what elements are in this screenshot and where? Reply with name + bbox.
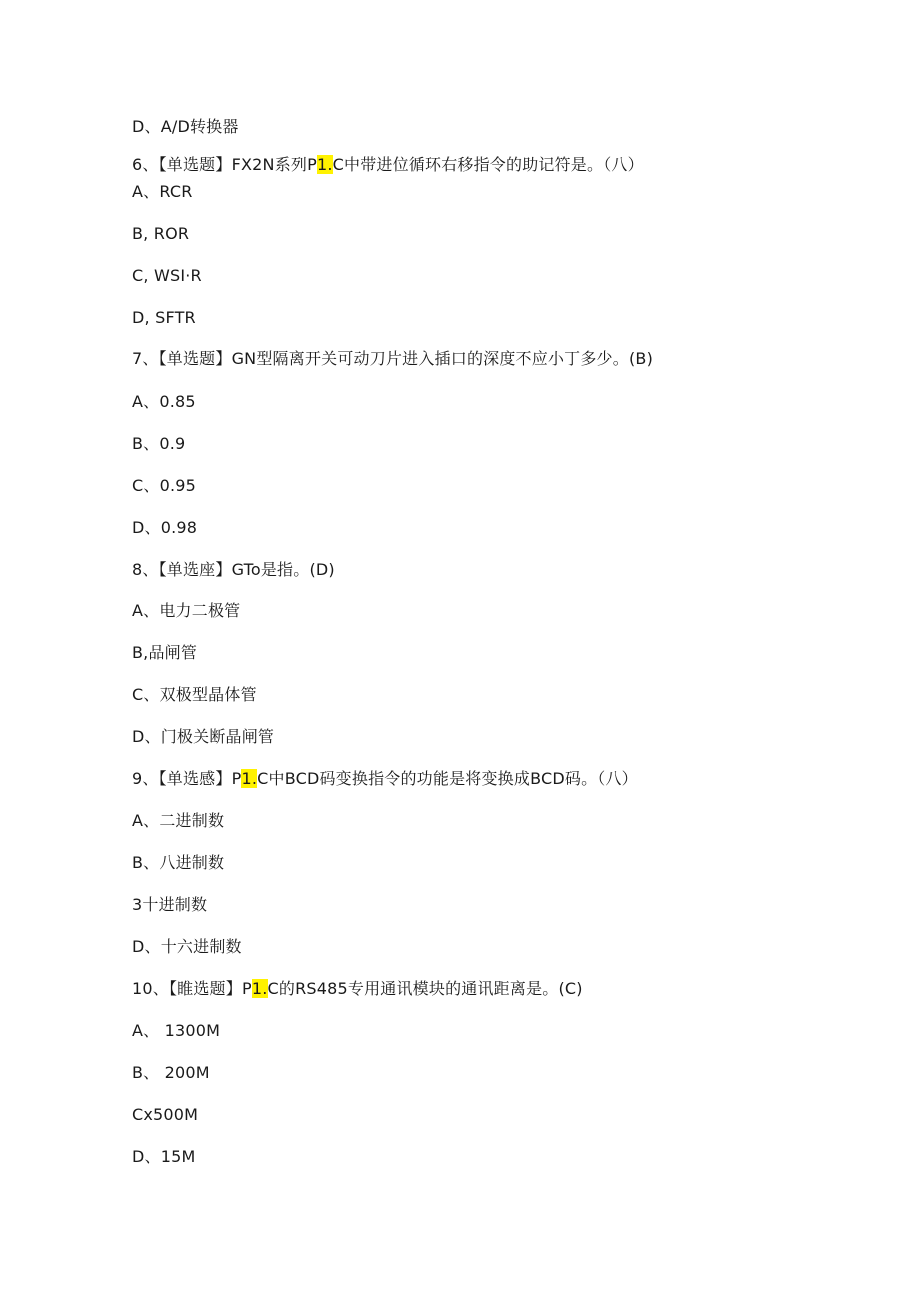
question-9-prefix: 9、【单选感】 [132,769,232,788]
option-d-q5: D、A/D转换器 [132,117,239,136]
question-10 [132,978,583,1000]
option-b-q10: B、 200M [132,1063,210,1082]
plc-letter-p: P [231,769,242,788]
question-8: 8、【单选座】GTo是指。(D) [132,560,335,579]
option-b-q9: B、八进制数 [132,853,225,872]
question-7: 7、【单选题】GN型隔离开关可动刀片进入插口的深度不应小丁多少。(B) [132,349,654,368]
option-a-q8: A、电力二极管 [132,601,241,620]
option-c-q9: 3十进制数 [132,895,208,914]
option-d-q8: D、门极关断晶闸管 [132,727,275,746]
option-d-q10: D、15M [132,1147,196,1166]
question-10-prefix: 10、【睢选题】 [132,979,242,998]
plc-letter-p: P [241,979,252,998]
question-10-suffix: C的RS485专用通讯模块的通讯距离是。(C) [267,979,583,998]
option-c-q10: Cx500M [132,1105,199,1124]
option-b-q6: B, ROR [132,224,190,243]
highlight-mark: 1. [251,979,268,998]
option-d-q7: D、0.98 [132,518,198,537]
question-6-prefix: 6、【单选题】FX2N系列 [132,155,308,174]
highlight-mark: 1. [316,155,333,174]
highlight-mark: 1. [241,769,258,788]
option-a-q7: A、0.85 [132,392,196,411]
option-b-q8: B,品闸管 [132,643,198,662]
option-d-q6: D, SFTR [132,308,196,327]
option-b-q7: B、0.9 [132,434,186,453]
option-c-q7: C、0.95 [132,476,196,495]
question-9 [132,768,638,790]
plc-letter-p: P [307,155,317,174]
question-9-suffix: C中BCD码变换指令的功能是将变换成BCD码。（八） [257,769,638,788]
option-d-q9: D、十六进制数 [132,937,242,956]
option-a-q10: A、 1300M [132,1021,221,1040]
option-c-q8: C、双极型晶体管 [132,685,257,704]
option-a-q9: A、二进制数 [132,811,225,830]
option-c-q6: C, WSI·R [132,266,202,285]
option-a-q6: A、RCR [132,182,193,201]
question-6 [132,154,644,176]
question-6-suffix: C中带进位循环右移指令的助记符是。（八） [332,155,644,174]
